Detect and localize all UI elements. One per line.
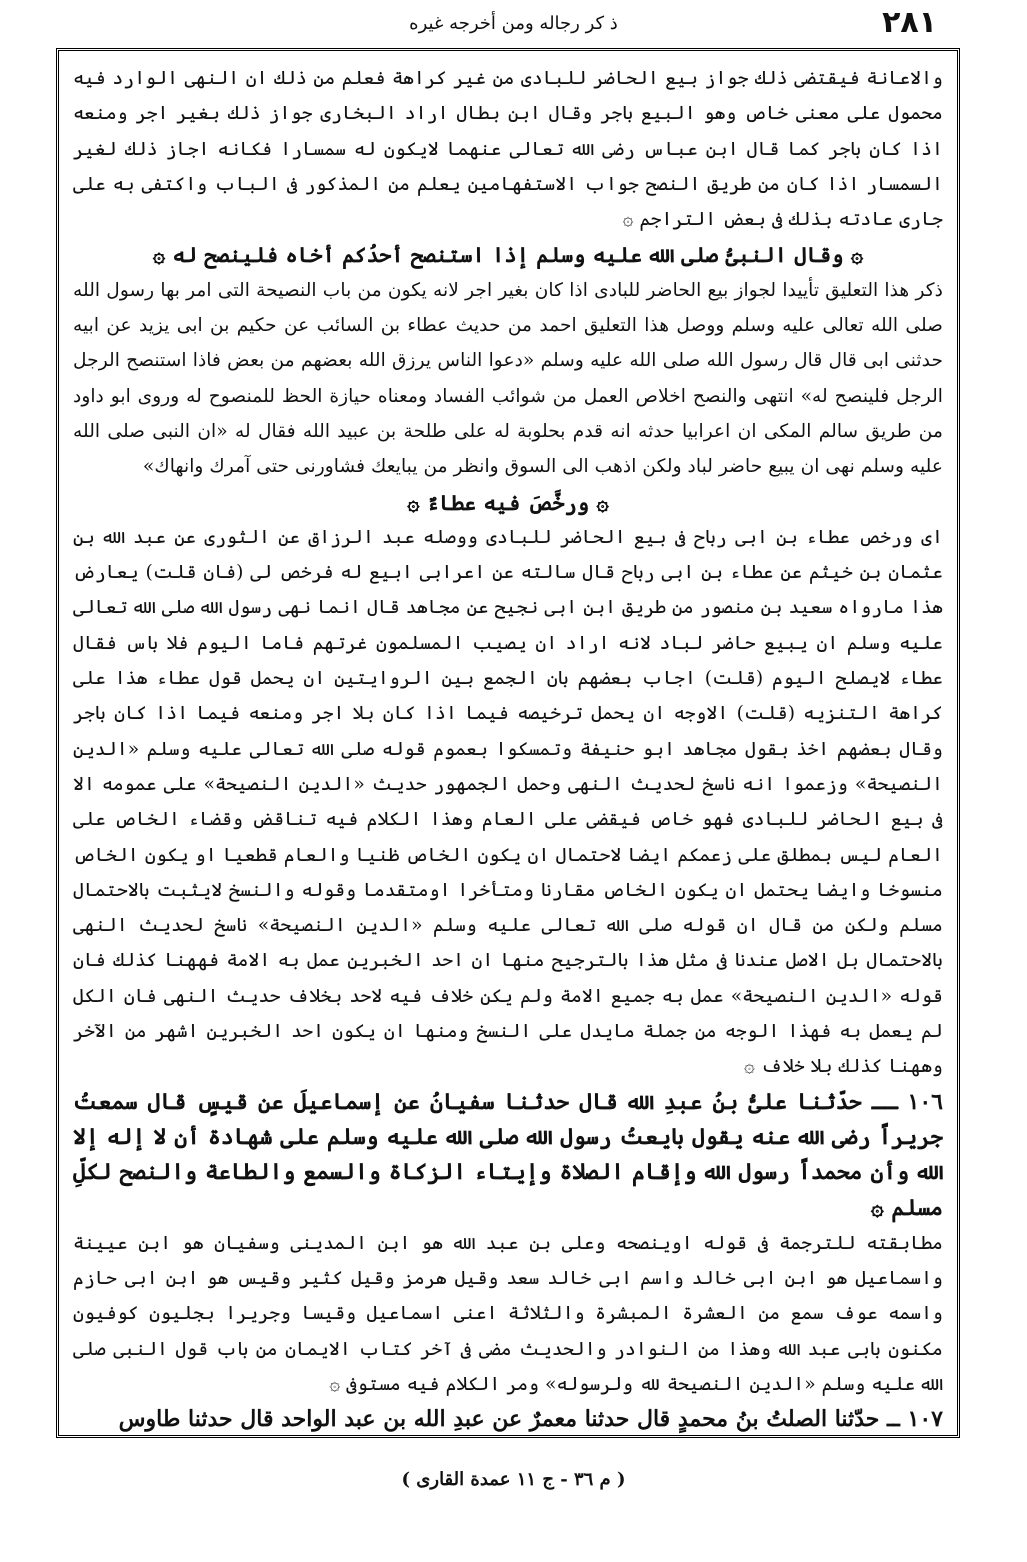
text-frame (56, 48, 960, 1438)
paragraph: ذكر هذا التعليق تأييدا لجواز بيع الحاضر للبادى اذا كان بغير اجر لانه يكون من باب النصيحة التى امر بها رسول الله صلى الله تعالى عليه وسلم ووصل هذا التعليق احمد من حديث عطاء بن السائب عن حكيم بن ابى يزيد عن ابيه حدثنى ابى قال قال رسول الله صلى الله عليه وسلم «دعوا الناس يرزق الله بعضهم من بعض فاذا استنصح الرجل الرجل فلينصح له» انتهى والنصح اخلاص العمل من شوائب الفساد ومعناه حيازة الحظ للمنصوح له وروى ابو داود من طريق سالم المكى ان اعرابيا حدثه انه قدم بحلوبة له على طلحة بن عبيد الله فقال له «ان النبى صلى الله عليه وسلم نهى ان يبيع حاضر لباد ولكن اذهب الى السوق وانظر من يبايعك فشاورنى حتى آمرك وانهاك» (73, 279, 943, 478)
hadith-107: ١٠٧ ــ حدّثنا الصلتُ بنُ محمدٍ قال حدثنا معمرٌ عن عبدِ الله بن عبد الواحد قال حدثنا طاوس (118, 1406, 943, 1433)
chapter-heading: ۞ وقال النبىُّ صلى الله عليه وسلم إذا استنصح أحدُكم أخاه فلينصح له ۞ (152, 242, 864, 268)
rukhsa-heading: ۞ ورخَّصَ فيه عطاءٌ ۞ (407, 489, 609, 515)
hadith-106: ١٠٦ ــ حدّثنا علىُّ بنُ عبدِ الله قال حدثنا سفيانُ عن إسماعيلَ عن قيسٍ قال سمعتُ جريراً رضى الله عنه يقول بايعتُ رسول الله صلى الله عليه وسلم على شهادة أن لا إله إلا الله وأن محمداً رسول الله وإقام الصلاة وإيتاء الزكاة والسمع والطاعة والنصح لكلِّ مسلم ۞ (73, 1088, 943, 1221)
paragraph: اى ورخص عطاء بن ابى رباح فى بيع الحاضر للبادى ووصله عبد الرزاق عن الثورى عن عبد الله بن عثمان بن خيثم عن عطاء بن ابى رباح قال سالته عن اعرابى ابيع له فرخص لى (فان قلت) يعارض هذا مارواه سعيد بن منصور من طريق ابن ابى نجيح عن مجاهد قال انما نهى رسول الله صلى الله تعالى عليه وسلم ان يبيع حاضر لباد لانه اراد ان يصيب المسلمون غرتهم فاما اليوم فلا باس فقال عطاء لايصلح اليوم (قلت) اجاب بعضهم بان الجمع بين الروايتين ان يحمل قول عطاء هذا على كراهة التنزيه (قلت) الاوجه ان يحمل ترخيصه فيما اذا كان بلا اجر ومنعه فيما اذا كان باجر وقال بعضهم اخذ بقول مجاهد ابو حنيفة وتمسكوا بعموم قوله صلى الله تعالى عليه وسلم «الدين النصيحة» وزعموا انه ناسخ لحديث النهى وحمل الجمهور حديث «الدين النصيحة» على عمومه الا فى بيع الحاضر للبادى فهو خاص فيقضى على العام وهذا الكلام فيه تناقض وقضاء الخاص على العام ليس بمطلق على زعمكم ايضا لاحتمال ان يكون الخاص ظنيا والعام قطعيا او يكون الخاص منسوخا وايضا يحتمل ان يكون الخاص مقارنا ومتأخرا اومتقدما وقوله والنسخ لايثبت بالاحتمال مسلم ولكن من قال ان قوله صلى الله تعالى عليه وسلم «الدين النصيحة» ناسخ لحديث النهى بالاحتمال بل الاصل عندنا فى مثل هذا بالترجيح منها ان احد الخبرين عمل به الامة فههنا كذلك فان قوله «الدين النصيحة» عمل به جميع الامة ولم يكن خلاف فيه لاحد بخلاف حديث النهى فان الكل لم يعمل به فهذا الوجه من جملة مايدل على النسخ ومنها ان يكون احد الخبرين اشهر من الآخر وههنا كذلك بلا خلاف ۞ (73, 526, 943, 1078)
running-head (60, 6, 967, 40)
paragraph: مطابقته للترجمة فى قوله اوينصحه وعلى بن عبد الله هو ابن المدينى وسفيان هو ابن عيينة واسماعيل هو ابن ابى خالد واسم ابى خالد سعد وقيل هرمز وقيل كثير وقيس هو ابن ابى حازم واسمه عوف سمع من العشرة المبشرة والثلاثة اعنى اسماعيل وقيسا وجريرا بجليون كوفيون مكنون بابى عبد الله وهذا من النوادر والحديث مضى فى آخر كتاب الايمان من باب قول النبى صلى الله عليه وسلم «الدين النصيحة لله ولرسوله» ومر الكلام فيه مستوفى ۞ (73, 1232, 943, 1395)
footer: ( م ٣٦ - ج ١١ عمدة القارى ) (401, 1469, 626, 1490)
paragraph: والاعانة فيقتضى ذلك جواز بيع الحاضر للبادى من غير كراهة فعلم من ذلك ان النهى الوارد فيه محمول على معنى خاص وهو البيع باجر وقال ابن بطال اراد البخارى جواز ذلك بغير اجر ومنعه اذا كان باجر كما قال ابن عباس رضى الله تعالى عنهما لايكون له سمسارا فكانه اجاز ذلك لغير السمسار اذا كان من طريق النصح جواب الاستفهامين يعلم من المذكور فى الباب واكتفى به على جارى عادته بذلك فى بعض التراجم ۞ (73, 68, 943, 231)
page-number: ٢٨١ (882, 5, 937, 40)
body-text (73, 61, 943, 1438)
header-title: ذ كر رجاله ومن أخرجه غيره (409, 13, 618, 34)
